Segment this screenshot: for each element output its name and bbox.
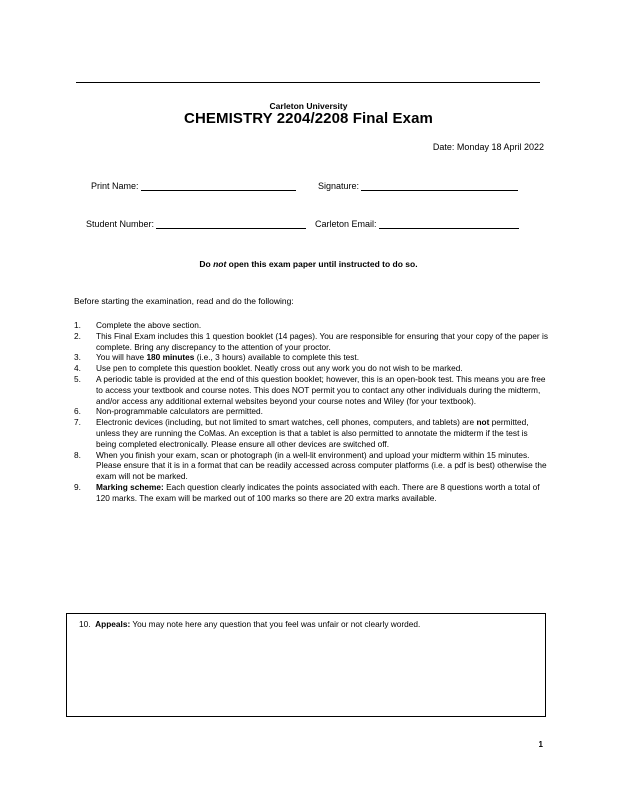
instruction-number: 5. — [74, 373, 81, 384]
signature-field[interactable] — [318, 181, 518, 191]
instruction-text: Non-programmable calculators are permitted. — [96, 406, 263, 417]
instruction-item — [74, 363, 548, 374]
exam-date: Date: Monday 18 April 2022 — [432, 142, 544, 152]
instruction-text: When you finish your exam, scan or photograph (in a well-lit environment) and upload your midterm within 15 minutes. Please ensure that it is in a format that can be readily accessed across computer platforms (i.e. a pdf is best) otherwise the exam will not be marked. — [96, 449, 547, 482]
instruction-item — [74, 417, 548, 449]
exam-title: CHEMISTRY 2204/2208 Final Exam — [184, 110, 433, 127]
signature-label: Signature: — [318, 181, 360, 191]
do-not-open-warning: Do not open this exam paper until instructed to do so. — [199, 259, 418, 269]
carleton-email-field[interactable] — [315, 219, 519, 229]
instruction-number: 1. — [74, 320, 81, 330]
instruction-emphasis: not — [476, 417, 490, 428]
instructions-intro: Before starting the examination, read and do the following: — [74, 296, 294, 306]
instruction-text: permitted, unless they are running the CoMas. An exception is that a tablet is also permitted to annotate the midterm if the test is being completed electronically. Please ensure all other devices are switched off. — [96, 417, 529, 449]
instruction-text: A periodic table is provided at the end of this question booklet; however, this is an open-book test. This means you are free to access your textbook and course notes. This does NOT permit you to contact any other individuals during the midterm, and/or access any additional external websites beyond your course notes and Wiley (for your textbook). — [96, 373, 546, 406]
signature-line[interactable] — [361, 181, 518, 191]
instruction-item — [74, 450, 548, 482]
instructions-list — [74, 320, 548, 504]
instruction-number: 2. — [74, 330, 81, 341]
instruction-text: Use pen to complete this question booklet. Neatly cross out any work you do not wish to be marked. — [96, 363, 463, 374]
instruction-text: Electronic devices (including, but not limited to smart watches, cell phones, computers, and tablets) are — [96, 417, 477, 428]
instruction-item — [74, 352, 548, 363]
instruction-text: (i.e., 3 hours) available to complete this test. — [194, 352, 360, 363]
print-name-line[interactable] — [141, 181, 296, 191]
instruction-number: 4. — [74, 363, 81, 374]
instruction-number: 3. — [74, 352, 81, 363]
appeals-number: 10. — [79, 619, 91, 629]
instruction-item — [74, 320, 548, 331]
print-name-label: Print Name: — [91, 181, 139, 191]
instruction-text: You will have — [96, 352, 147, 363]
appeals-label: Appeals: — [95, 619, 131, 629]
instruction-item — [74, 331, 548, 353]
carleton-email-label: Carleton Email: — [315, 219, 377, 229]
instruction-number: 8. — [74, 449, 81, 460]
instruction-text: Each question clearly indicates the points associated with each. There are 8 questions worth a total of 120 marks. The exam will be marked out of 100 marks so there are 20 extra marks available. — [96, 481, 540, 503]
instruction-number: 9. — [74, 481, 81, 492]
print-name-field[interactable] — [91, 181, 296, 191]
appeals-text — [79, 619, 420, 629]
instruction-text: This Final Exam includes this 1 question booklet (14 pages). You are responsible for ensuring that your copy of the paper is complete. Bring any discrepancy to the attention of your proctor. — [96, 330, 548, 352]
carleton-email-line[interactable] — [379, 219, 519, 229]
instruction-emphasis: Marking scheme: — [96, 481, 164, 492]
instruction-emphasis: 180 minutes — [146, 352, 195, 363]
top-rule — [76, 82, 540, 83]
university-name: Carleton University — [269, 101, 348, 111]
student-number-label: Student Number: — [86, 219, 155, 229]
instruction-number: 6. — [74, 406, 81, 417]
instruction-text: Complete the above section. — [96, 320, 202, 330]
student-number-field[interactable] — [86, 219, 306, 229]
instruction-item — [74, 482, 548, 504]
instruction-item — [74, 374, 548, 406]
instruction-item — [74, 406, 548, 417]
student-number-line[interactable] — [156, 219, 306, 229]
warning-emphasis: not — [213, 259, 227, 269]
page-number: 1 — [538, 740, 543, 749]
appeals-body: You may note here any question that you feel was unfair or not clearly worded. — [130, 619, 421, 629]
instruction-number: 7. — [74, 417, 81, 428]
